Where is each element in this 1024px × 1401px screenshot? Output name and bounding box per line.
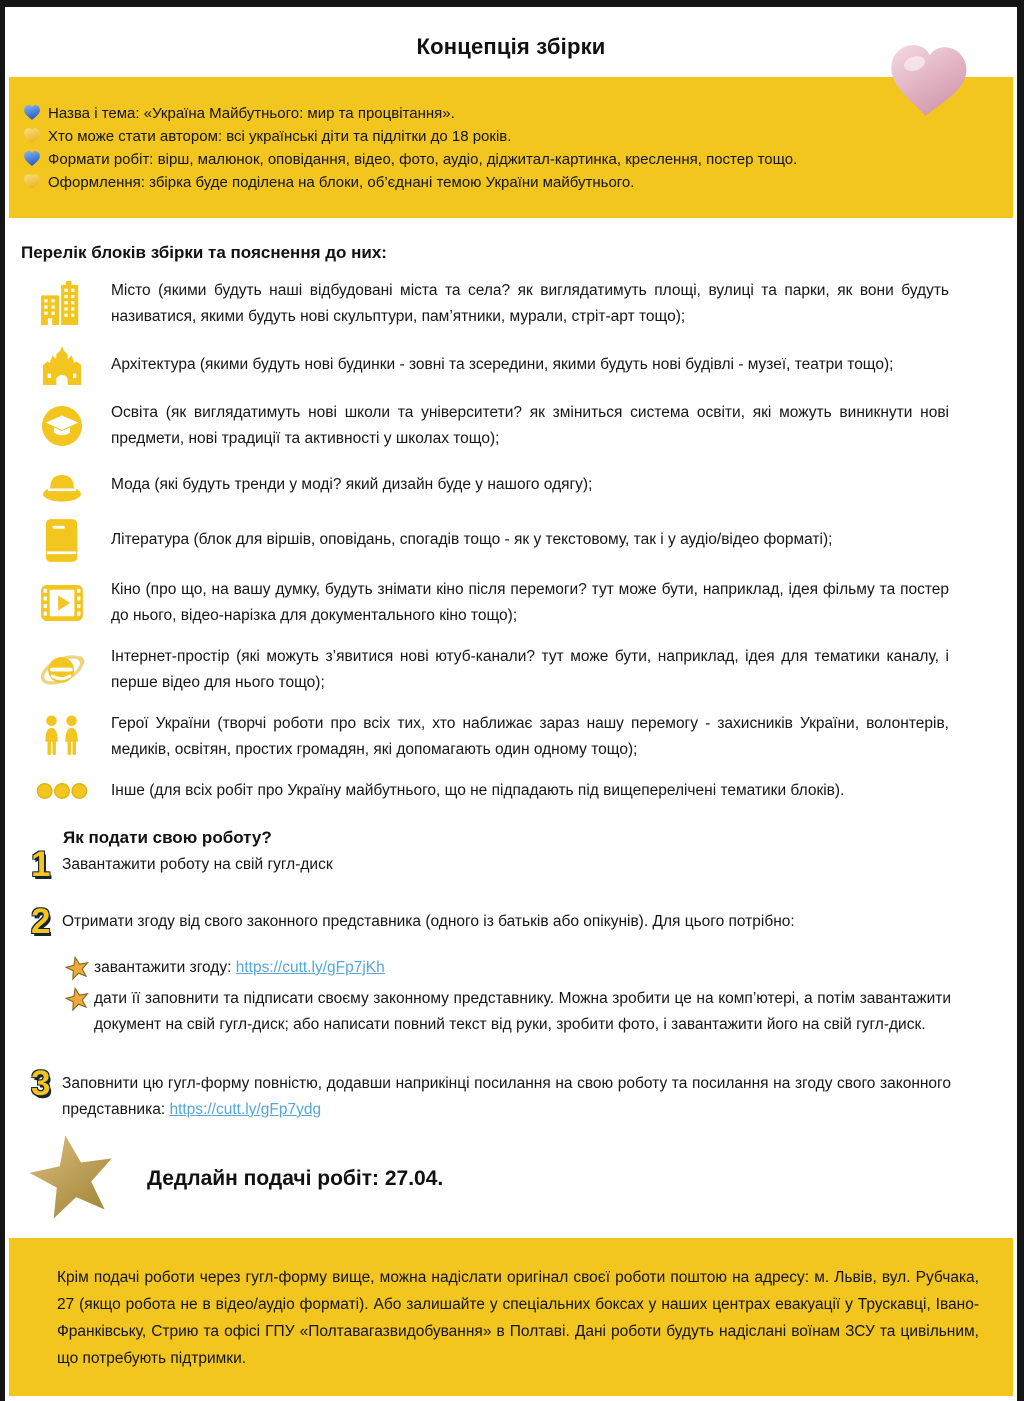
list-item-text: Архітектура (якими будуть нові будинки - зовні та зсередини, якими будуть нові будівлі - музеї, театри тощо);	[111, 356, 894, 373]
list-item	[5, 400, 1017, 452]
substep-text: дати її заповнити та підписати своєму законному представнику. Можна зробити це на комп’ютері, а потім завантажити документ на свій гугл-диск; або написати повний текст від руки, зробити фото, і завантажити його на свій гугл-диск.	[94, 990, 951, 1033]
intro-banner	[9, 77, 1013, 218]
list-item-text: Мода (які будуть тренди у моді? який дизайн буде у нашого одягу);	[111, 476, 593, 493]
list-item-text: Місто (якими будуть наші відбудовані міста та села? як виглядатимуть площі, вулиці та парки, як вони будуть називатися, якими будуть нові скульптури, пам’ятники, мурали, стріт-арт тощо);	[111, 282, 949, 325]
google-form-link[interactable]: https://cutt.ly/gFp7ydg	[169, 1101, 322, 1118]
step-number: 2	[31, 902, 51, 941]
list-item	[5, 711, 1017, 763]
internet-icon	[36, 649, 88, 691]
yellow-heart-icon	[22, 127, 42, 145]
list-item	[5, 278, 1017, 330]
document-page	[5, 7, 1017, 1401]
deadline-text: Дедлайн подачі робіт: 27.04.	[147, 1167, 444, 1190]
list-item-text: Кіно (про що, на вашу думку, будуть знімати кіно після перемоги? тут може бути, наприклад, ідея фільму та постер до нього, відео-нарізка для документального кіно тощо);	[111, 581, 949, 624]
page-title: Концепція збірки	[416, 34, 606, 59]
banner-item-text: Формати робіт: вірш, малюнок, оповідання, відео, фото, аудіо, діджитал-картинка, креслення, постер тощо.	[48, 151, 798, 168]
step-text	[62, 1068, 951, 1123]
list-item-text: Освіта (як виглядатимуть нові школи та університети? як зміниться система освіти, які можуть виникнути нові предмети, нові традиції та активності у школах тощо);	[111, 404, 949, 447]
list-item-text: Інше (для всіх робіт про Україну майбутнього, що не підпадають під вищеперелічені тематики блоків).	[111, 782, 845, 799]
step-text-label: Заповнити цю гугл-форму повністю, додавши наприкінці посилання на свою роботу та посилання на згоду свого законного представника:	[62, 1075, 951, 1118]
blue-heart-icon	[22, 104, 42, 122]
banner-item-text: Хто може стати автором: всі українські діти та підлітки до 18 років.	[48, 128, 512, 145]
submission-step	[5, 902, 1017, 941]
banner-item	[22, 148, 997, 171]
banner-item	[22, 171, 997, 194]
substep	[65, 986, 1017, 1038]
list-item	[5, 345, 1017, 385]
city-icon	[36, 281, 88, 327]
other-icon	[36, 782, 88, 800]
list-item	[5, 467, 1017, 503]
submission-heading: Як подати свою роботу?	[63, 828, 272, 847]
step-number: 1	[31, 845, 51, 884]
consent-download-link[interactable]: https://cutt.ly/gFp7jKh	[235, 959, 385, 976]
star-icon	[65, 987, 90, 1012]
substep-text	[94, 955, 951, 981]
banner-item	[22, 102, 997, 125]
blocks-heading: Перелік блоків збірки та пояснення до них:	[21, 243, 387, 262]
yellow-heart-icon	[22, 173, 42, 191]
pink-heart-icon	[885, 35, 971, 127]
blocks-list	[5, 278, 1017, 804]
step-text: Отримати згоду від свого законного представника (одного із батьків або опікунів). Для цього потрібно:	[62, 913, 795, 930]
star-icon	[65, 956, 90, 981]
list-item-text: Герої України (творчі роботи про всіх тих, хто наближає зараз нашу перемогу - захисників України, волонтерів, медиків, освітян, простих громадян, які допомагають один одному тощо);	[111, 715, 949, 758]
literature-icon	[36, 518, 88, 562]
step-number: 3	[31, 1064, 51, 1103]
heroes-icon	[36, 715, 88, 759]
substep	[65, 955, 1017, 981]
cinema-icon	[36, 584, 88, 622]
list-item	[5, 577, 1017, 629]
banner-item-text: Оформлення: збірка буде поділена на блоки, об’єднані темою України майбутнього.	[48, 174, 635, 191]
list-item	[5, 778, 1017, 804]
deadline-row	[25, 1131, 1017, 1227]
fashion-icon	[36, 467, 88, 503]
gold-star-icon	[25, 1131, 121, 1227]
list-item	[5, 644, 1017, 696]
postal-banner	[9, 1238, 1013, 1396]
education-icon	[36, 405, 88, 447]
banner-item	[22, 125, 997, 148]
banner-item-text: Назва і тема: «Україна Майбутнього: мир та процвітання».	[48, 105, 455, 122]
architecture-icon	[36, 345, 88, 385]
blue-heart-icon	[22, 150, 42, 168]
list-item-text: Інтернет-простір (які можуть з’явитися нові ютуб-канали? тут може бути, наприклад, ідея для тематики каналу, і перше відео для нього тощо);	[111, 648, 949, 691]
submission-step	[5, 845, 1017, 884]
substep-text-label: завантажити згоду:	[94, 959, 236, 976]
postal-banner-text: Крім подачі роботи через гугл-форму вище, можна надіслати оригінал своєї роботи поштою на адресу: м. Львів, вул. Рубчака, 27 (якщо робота не в відео/аудіо форматі). Або залишайте у спеціальних боксах у наших центрах евакуації у Трускавці, Івано-Франківську, Стрию та офісі ГПУ «Полтавагазвидобування» в Полтаві. Дані роботи будуть надіслані воїнам ЗСУ та цивільним, що потребують підтримки.	[57, 1269, 979, 1367]
list-item	[5, 518, 1017, 562]
list-item-text: Література (блок для віршів, оповідань, спогадів тощо - як у текстовому, так і у аудіо/відео форматі);	[111, 531, 833, 548]
submission-step	[5, 1064, 1017, 1123]
step-text: Завантажити роботу на свій гугл-диск	[62, 856, 333, 873]
